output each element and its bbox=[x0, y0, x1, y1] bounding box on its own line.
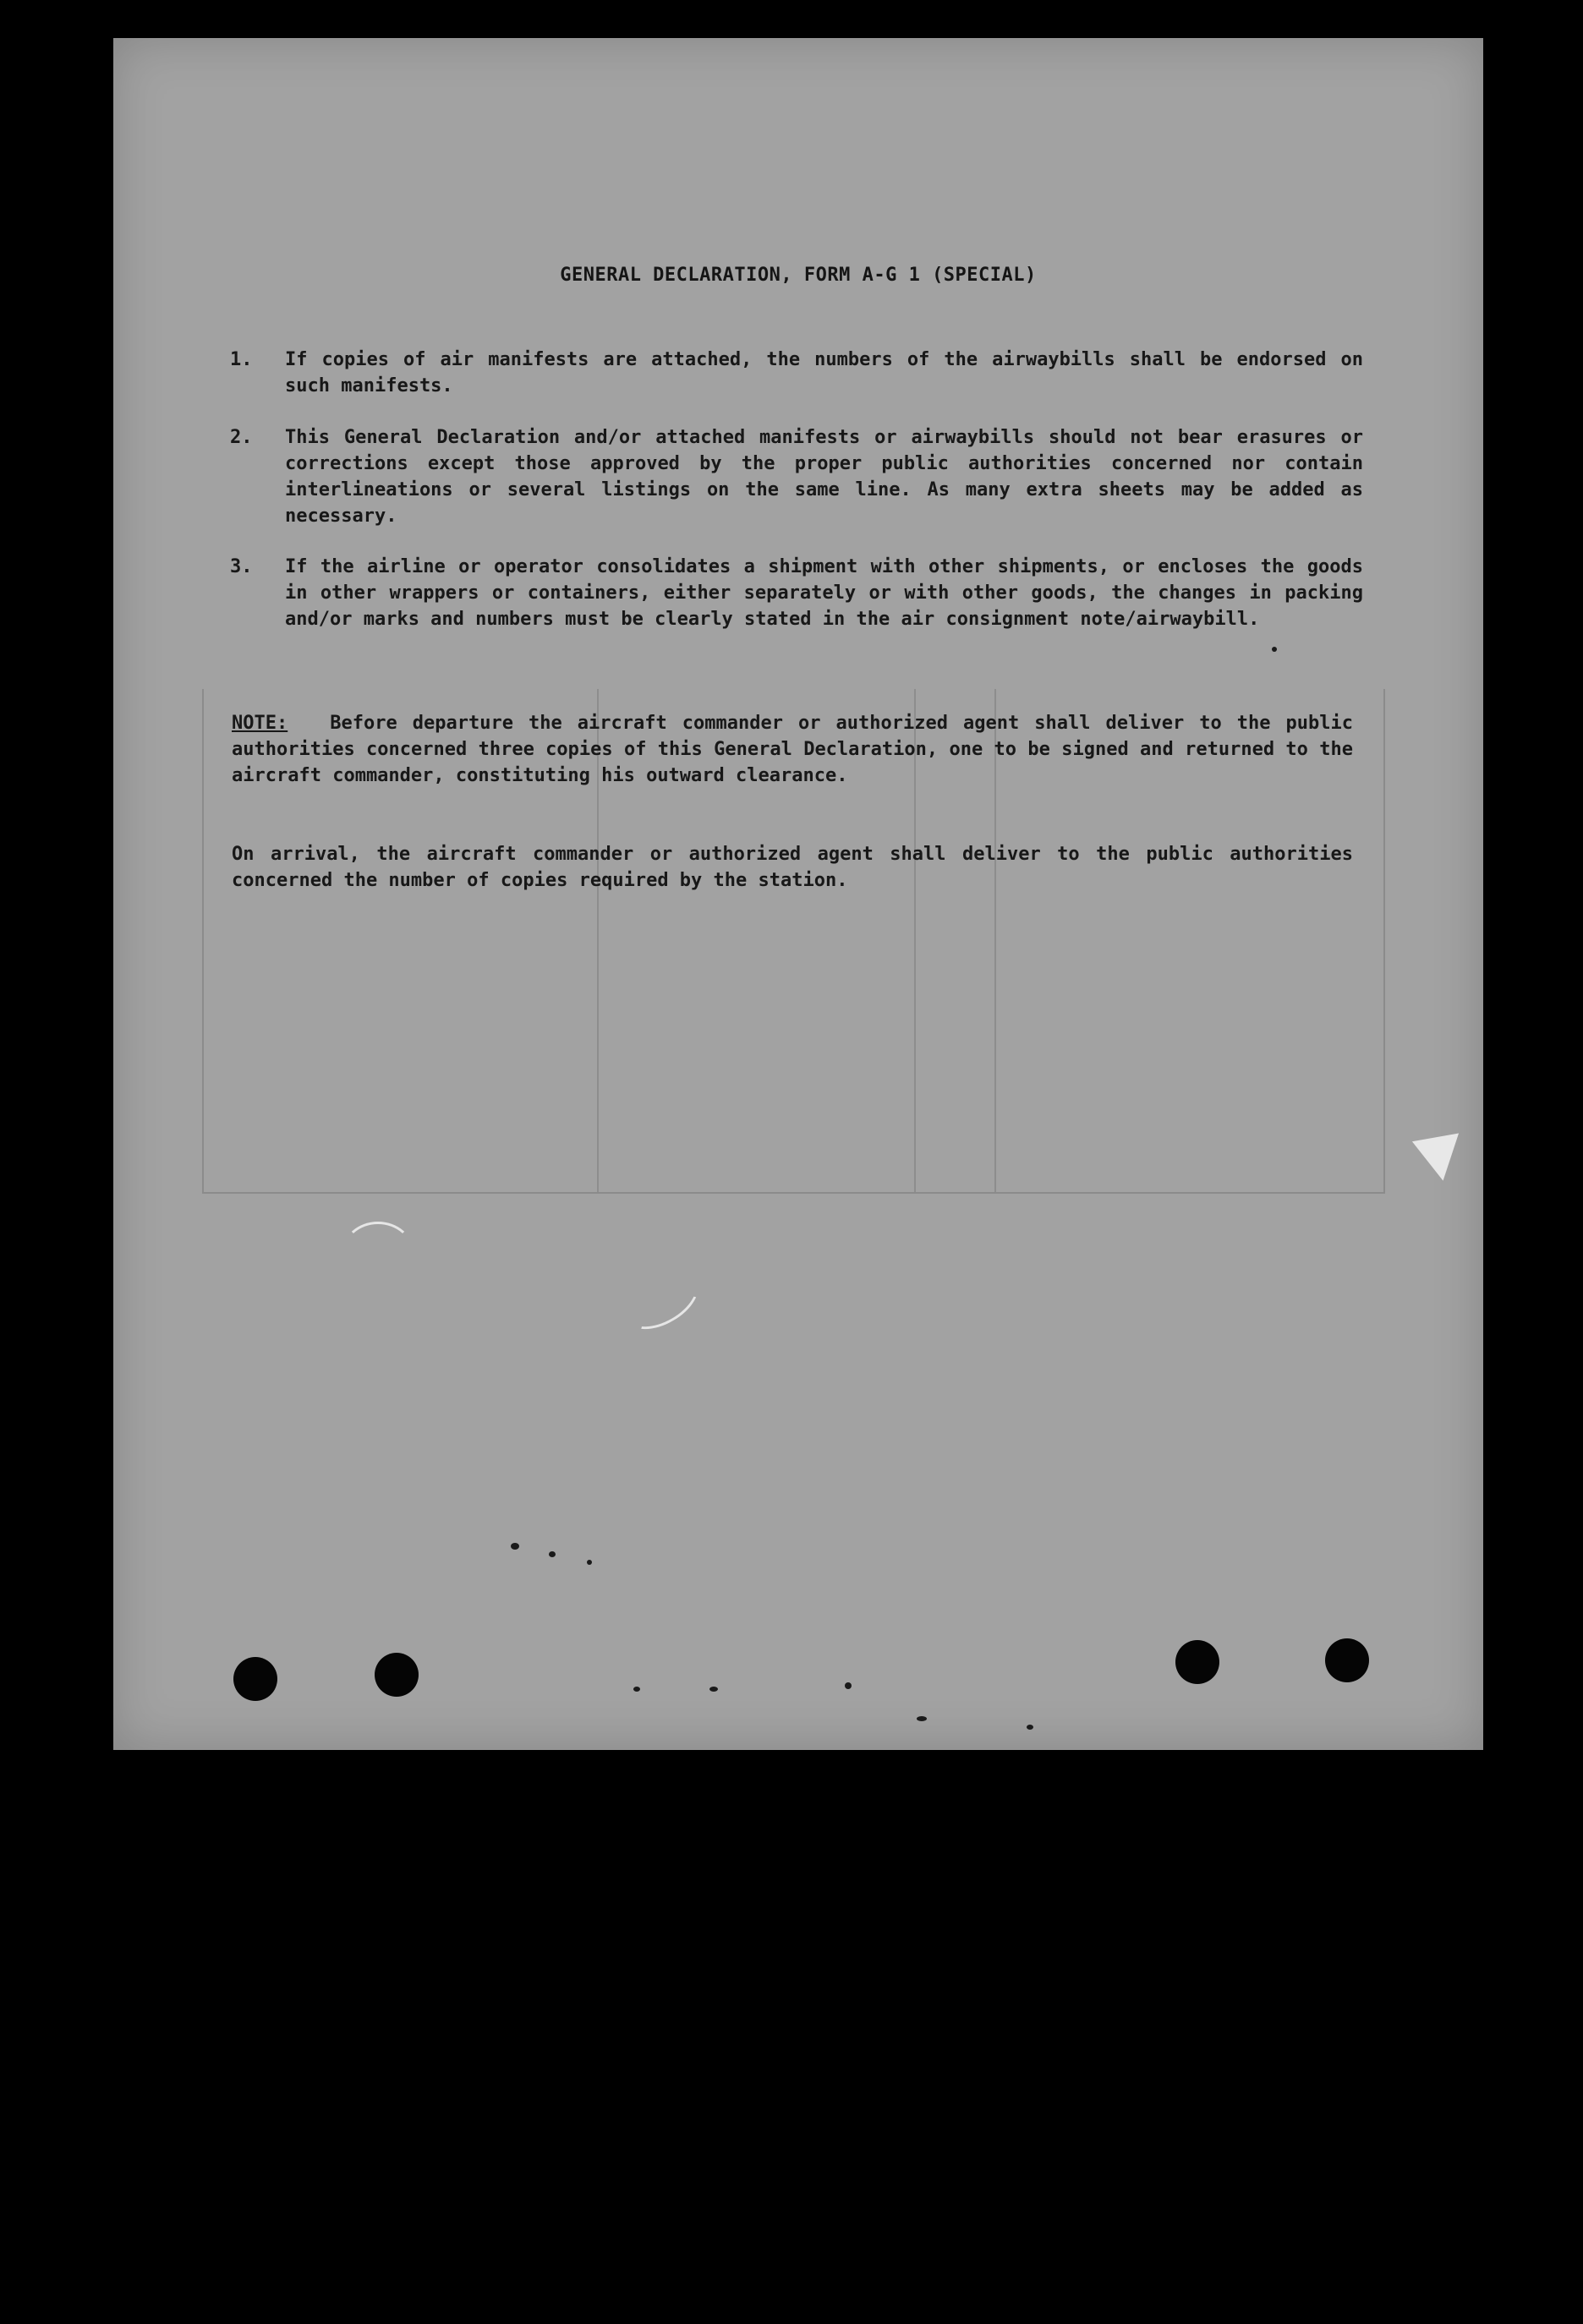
ink-speck bbox=[549, 1551, 556, 1557]
list-item bbox=[230, 347, 1363, 399]
ink-speck bbox=[1272, 647, 1277, 652]
page-title: GENERAL DECLARATION, FORM A-G 1 (SPECIAL) bbox=[560, 265, 1037, 286]
scratch-mark bbox=[342, 1222, 414, 1286]
scratch-mark bbox=[614, 1260, 708, 1341]
punch-hole bbox=[375, 1653, 419, 1697]
ink-speck bbox=[709, 1687, 718, 1692]
note-label: NOTE: bbox=[232, 713, 288, 734]
scanned-page bbox=[113, 38, 1483, 1750]
ink-speck bbox=[845, 1682, 852, 1689]
list-item-number: 3. bbox=[230, 556, 253, 577]
note-paragraph bbox=[232, 710, 1353, 789]
punch-hole bbox=[1325, 1638, 1369, 1682]
arrival-paragraph: On arrival, the aircraft commander or authorized agent shall deliver to the public authorities concerned the number of copies required by the station. bbox=[232, 844, 1353, 891]
paper-tear bbox=[1412, 1134, 1466, 1185]
list-item bbox=[230, 424, 1363, 529]
note-text: Before departure the aircraft commander or authorized agent shall deliver to the public authorities concerned three copies of this General Declaration, one to be signed and returned to the aircraft commander, constituting his outward clearance. bbox=[232, 713, 1353, 786]
list-item bbox=[230, 554, 1363, 632]
ink-speck bbox=[1027, 1725, 1033, 1730]
ink-speck bbox=[633, 1687, 640, 1692]
list-item-text: If the airline or operator consolidates a shipment with other shipments, or encloses the goods in other wrappers or containers, either separately or with other goods, the changes in packing and/or marks and numbers must be clearly stated in the air consignment note/airwaybill. bbox=[285, 556, 1363, 630]
punch-hole bbox=[233, 1657, 277, 1701]
ink-speck bbox=[511, 1543, 519, 1550]
ink-speck bbox=[587, 1560, 592, 1565]
ink-speck bbox=[917, 1716, 927, 1721]
list-item-text: If copies of air manifests are attached, the numbers of the airwaybills shall be endorsed on such manifests. bbox=[285, 349, 1363, 396]
punch-hole bbox=[1175, 1640, 1219, 1684]
list-item-number: 1. bbox=[230, 349, 253, 370]
list-item-number: 2. bbox=[230, 427, 253, 448]
list-item-text: This General Declaration and/or attached manifests or airwaybills should not bear erasures or corrections except those approved by the proper public authorities concerned nor contain interlineations or several listings on the same line. As many extra sheets may be added as necessary. bbox=[285, 427, 1363, 527]
